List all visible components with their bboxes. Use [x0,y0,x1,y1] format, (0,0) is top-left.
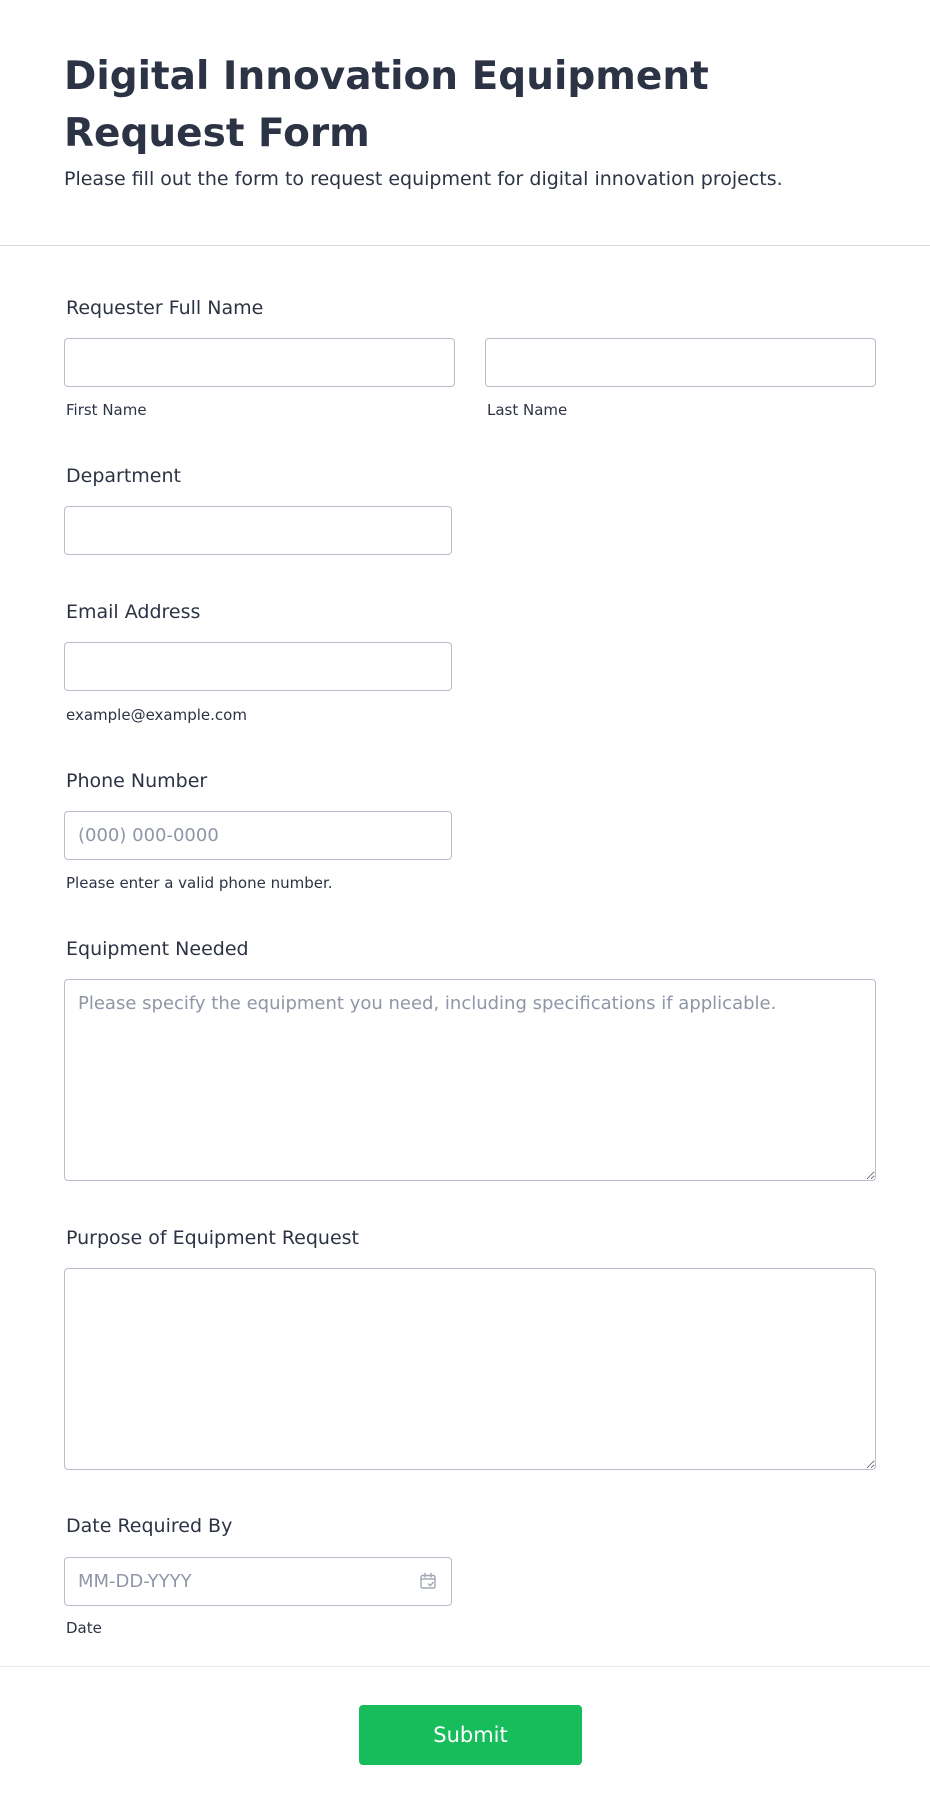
first-name-input[interactable] [64,338,455,387]
date-sublabel: Date [66,1619,102,1637]
email-label: Email Address [66,601,201,623]
calendar-icon[interactable] [419,1572,437,1590]
last-name-sublabel: Last Name [487,401,568,419]
header-divider [0,245,930,246]
phone-input[interactable] [64,811,452,860]
last-name-input[interactable] [485,338,876,387]
equipment-label: Equipment Needed [66,938,249,960]
full-name-label: Requester Full Name [66,297,264,319]
email-sublabel: example@example.com [66,706,247,724]
submit-button[interactable]: Submit [359,1705,582,1765]
phone-sublabel: Please enter a valid phone number. [66,874,333,892]
footer-divider [0,1666,930,1667]
form-header [64,48,864,192]
department-label: Department [66,465,181,487]
email-input[interactable] [64,642,452,691]
department-input[interactable] [64,506,452,555]
phone-label: Phone Number [66,770,208,792]
date-input[interactable] [64,1557,452,1606]
equipment-textarea[interactable] [64,979,876,1181]
form-subtitle: Please fill out the form to request equipment for digital innovation projects. [64,168,783,190]
purpose-textarea[interactable] [64,1268,876,1470]
first-name-sublabel: First Name [66,401,147,419]
purpose-label: Purpose of Equipment Request [66,1227,359,1249]
form-title: Digital Innovation Equipment Request Form [64,54,709,156]
date-label: Date Required By [66,1515,233,1537]
